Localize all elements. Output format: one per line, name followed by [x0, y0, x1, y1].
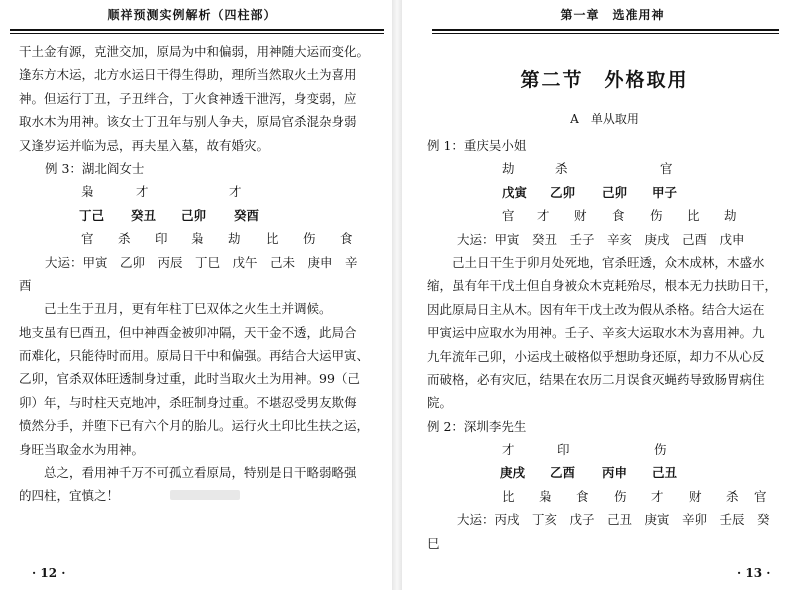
ten-god-label: 财: [574, 208, 587, 224]
left-running-header: 顺祥预测实例解析（四柱部）: [107, 8, 277, 22]
left-header-rule: [10, 29, 384, 31]
left-para2-line: 卯）年，与时柱天克地冲，杀旺制身过重。不堪忍受男友欺侮: [19, 394, 357, 410]
left-page: [0, 0, 392, 590]
ten-god-label: 才: [651, 488, 664, 504]
summary-line: 总之，看用神千万不可孤立看原局，特别是日干略弱略强: [44, 465, 357, 481]
ten-gods-top-row: [19, 180, 374, 203]
ten-god-label: 伤: [654, 442, 667, 458]
pillar: 甲子: [652, 184, 678, 200]
pillar: 乙卯: [550, 184, 576, 200]
left-para2-line: 地支虽有巳酉丑，但中神酉金被卯冲隔，天干金不透，此局合: [19, 324, 357, 340]
ten-god-label: 官: [502, 208, 515, 224]
pillar: 戊寅: [502, 184, 528, 200]
ten-god-label: 官: [660, 161, 673, 177]
ten-god-label: 伤: [650, 208, 663, 224]
ten-god-label: 枭: [81, 184, 94, 200]
ten-god-label: 伤: [303, 231, 316, 247]
right-para1-line: 九年流年己卯，小运戌土破格似乎想助身还原，却力不从心反: [427, 348, 765, 364]
left-body-text: [19, 40, 374, 508]
ten-god-label: 杀: [726, 488, 739, 504]
ex2-ten-gods-bottom-row: [427, 485, 782, 508]
example-3-label: 例 3：湖北阎女士: [45, 160, 145, 176]
left-header-rule-thin: [10, 33, 384, 34]
pillar: 癸丑: [131, 207, 157, 223]
scan-smudge: [170, 490, 240, 500]
ten-god-label: 才: [537, 208, 550, 224]
ex2-pillars-row: [427, 461, 782, 484]
pillar: 丁己: [79, 207, 105, 223]
luck-cycle-line: 大运：甲寅 乙卯 丙辰 丁巳 戊午 己未 庚申 辛: [45, 254, 358, 270]
ten-god-label: 官: [754, 488, 767, 504]
ten-god-label: 印: [557, 442, 570, 458]
pillar: 己卯: [602, 184, 628, 200]
ten-god-label: 比: [266, 231, 279, 247]
pillar: 己卯: [181, 207, 207, 223]
ten-god-label: 杀: [118, 231, 131, 247]
left-para2-line: 身旺当取金水为用神。: [19, 441, 145, 457]
right-para1-line: 而破格，必有灾厄，结果在农历二月误食灭蝇药导致肠胃病住: [427, 371, 765, 387]
right-para1-line: 因此原局日主从木。因有年干戊土改为假从杀格。结合大运在: [427, 301, 765, 317]
ex2-luck-cycle-wrap: 巳: [427, 535, 440, 551]
right-header-rule-thin: [432, 33, 779, 34]
ten-god-label: 杀: [555, 161, 568, 177]
ex2-ten-gods-top-row: [427, 438, 782, 461]
four-pillars-row: [19, 204, 374, 227]
right-para1-line: 己土日干生于卯月处死地，官杀旺透，众木成林，木盛水: [452, 254, 765, 270]
right-running-header: 第一章 选准用神: [560, 8, 665, 22]
left-para1-line: 神。但运行丁丑，子丑绊合，丁火食神透干泄泻，身变弱，应: [19, 90, 357, 106]
example-2-label: 例 2：深圳李先生: [427, 418, 527, 434]
ten-god-label: 官: [81, 231, 94, 247]
ten-god-label: 才: [502, 442, 515, 458]
right-para1-line: 甲寅运中应取水为用神。壬子、辛亥大运取水木为喜用神。九: [427, 325, 765, 341]
left-para1-line: 取水木为用神。该女士丁丑年与别人争夫，原局官杀混杂身弱: [19, 114, 357, 130]
subsection-heading: A 单从取用: [570, 112, 639, 126]
ten-god-label: 才: [136, 184, 149, 200]
left-para1-line: 逢东方木运，北方水运日干得生得助，理所当然取火土为喜用: [19, 67, 357, 83]
left-para1-line: 干土金有源，克泄交加，原局为中和偏弱，用神随大运而变化。: [19, 44, 370, 59]
pillar: 乙酉: [550, 465, 576, 481]
ten-god-label: 枭: [191, 231, 204, 247]
ten-god-label: 劫: [724, 208, 737, 224]
ten-god-label: 枭: [539, 488, 552, 504]
right-para1-line: 院。: [427, 395, 453, 411]
ten-god-label: 才: [229, 184, 242, 200]
right-page: [402, 0, 793, 590]
ten-god-label: 劫: [502, 161, 515, 177]
ten-god-label: 食: [576, 488, 589, 504]
example-1-label: 例 1：重庆吴小姐: [427, 138, 527, 153]
ex1-luck-cycle-line: 大运：甲寅 癸丑 壬子 辛亥 庚戌 己酉 戊申: [457, 231, 745, 247]
pillar: 己丑: [652, 465, 678, 481]
ten-god-label: 伤: [614, 488, 627, 504]
right-header-rule: [432, 29, 779, 31]
ex1-ten-gods-top-row: [427, 157, 782, 180]
book-gutter: [392, 0, 402, 590]
ten-god-label: 财: [689, 488, 702, 504]
left-para2-line: 而难化，只能待时而用。原局日干中和偏强。再结合大运甲寅、: [19, 348, 370, 364]
ex1-ten-gods-bottom-row: [427, 204, 782, 227]
pillar: 癸酉: [234, 207, 260, 223]
ten-gods-bottom-row: [19, 227, 374, 250]
ten-god-label: 食: [340, 231, 353, 247]
right-page-number: · 13 ·: [737, 566, 771, 580]
ten-god-label: 食: [612, 208, 625, 224]
ten-god-label: 比: [687, 208, 700, 224]
ten-god-label: 劫: [228, 231, 241, 247]
ex1-pillars-row: [427, 181, 782, 204]
ten-god-label: 印: [155, 231, 168, 247]
left-para2-line: 愤然分手，并堕下已有六个月的胎儿。运行火土印比生扶之运，: [19, 418, 370, 434]
left-page-number: · 12 ·: [32, 566, 66, 580]
pillar: 丙申: [602, 465, 628, 481]
right-body-text: [427, 60, 782, 555]
ten-god-label: 比: [502, 488, 515, 504]
luck-cycle-wrap: 酉: [19, 277, 32, 293]
summary-line: 的四柱，宜慎之！: [19, 488, 120, 504]
pillar: 庚戌: [500, 465, 526, 481]
left-para2-line: 己土生于丑月，更有年柱丁巳双体之火生土并调候。: [44, 301, 332, 317]
left-para1-line: 又逢岁运并临为忌，再夫星入墓，故有婚灾。: [19, 137, 270, 153]
left-para2-line: 乙卯，官杀双体旺透制身过重，此时当取火土为用神。99（己: [19, 371, 360, 387]
ex2-luck-cycle-line: 大运：丙戌 丁亥 戊子 己丑 庚寅 辛卯 壬辰 癸: [457, 512, 770, 528]
right-para1-line: 缩，虽有年干戊土但自身被众木克耗殆尽，根本无力扶助日干，: [427, 278, 778, 294]
section-title: 第二节 外格取用: [520, 69, 689, 91]
